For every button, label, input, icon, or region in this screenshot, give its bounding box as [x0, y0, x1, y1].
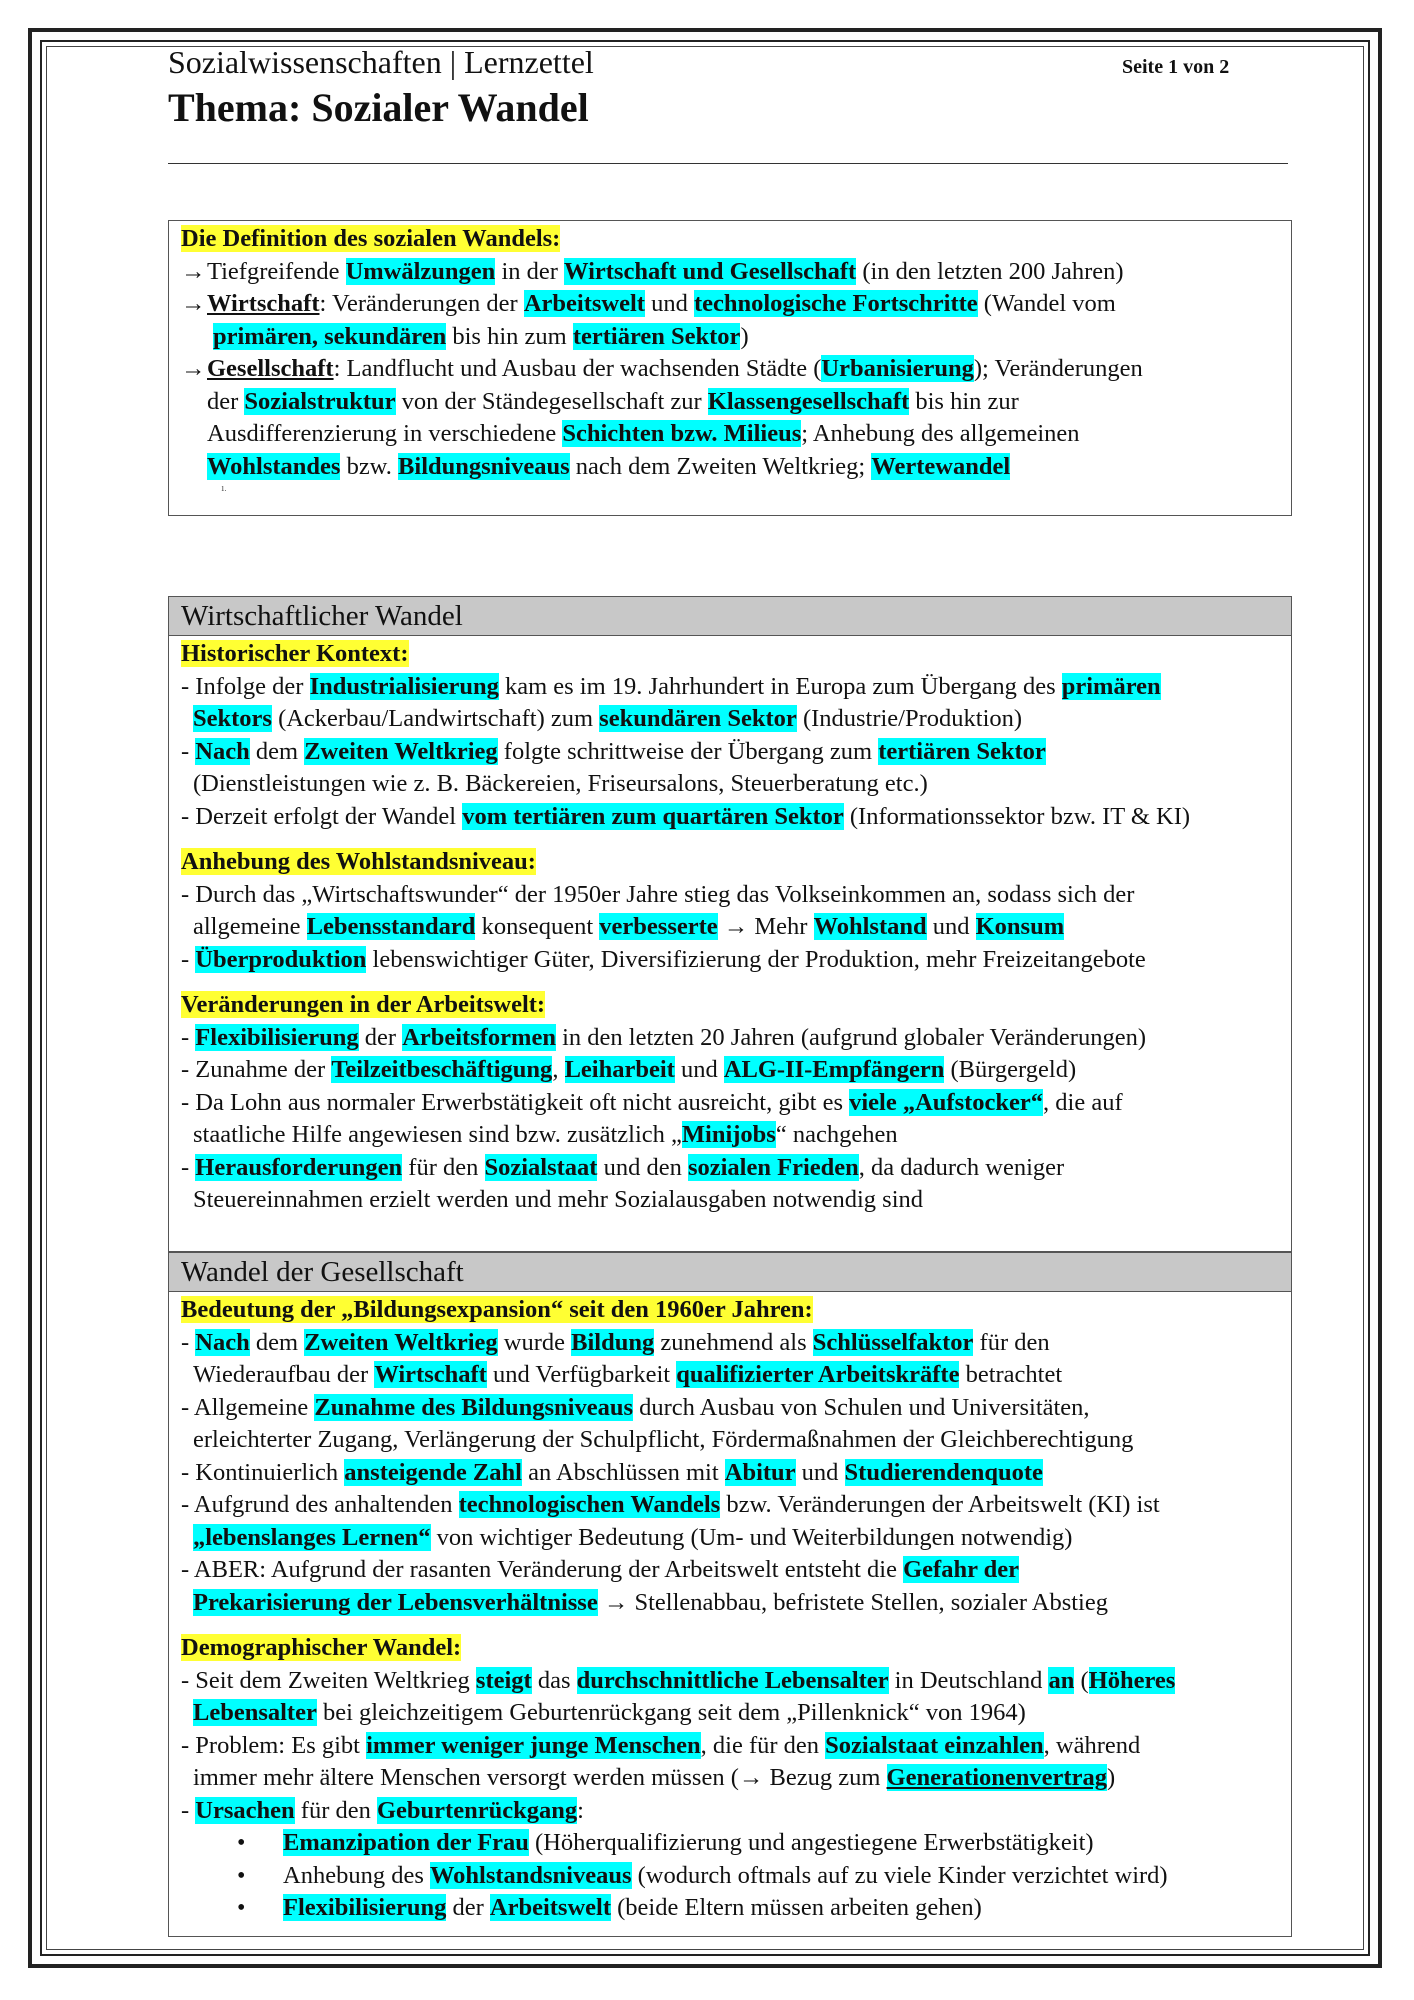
page-number: Seite 1 von 2	[1122, 56, 1230, 78]
text-line: - ABER: Aufgrund der rasanten Veränderung der Arbeitswelt entsteht die Gefahr der	[181, 1556, 1020, 1583]
list-item: • Flexibilisierung der Arbeitswelt (beide Eltern müssen arbeiten gehen)	[181, 1892, 1279, 1925]
definition-line: Ausdifferenzierung in verschiedene Schichten bzw. Milieus; Anhebung des allgemeinen	[207, 420, 1080, 447]
section-social-change	[168, 1252, 1292, 1937]
footnote-mark: 1.	[221, 485, 227, 493]
definition-line: →Tiefgreifende Umwälzungen in der Wirtschaft und Gesellschaft (in den letzten 200 Jahren)	[181, 256, 1279, 289]
subsection-heading: Anhebung des Wohlstandsniveau:	[181, 848, 536, 875]
text-line: - Infolge der Industrialisierung kam es im 19. Jahrhundert in Europa zum Übergang des primären	[181, 672, 1161, 700]
definition-line: der Sozialstruktur von der Ständegesellschaft zur Klassengesellschaft bis hin zur	[207, 387, 1019, 415]
text-line: - Nach dem Zweiten Weltkrieg folgte schrittweise der Übergang zum tertiären Sektor	[181, 737, 1046, 765]
definition-line: Wohlstandes bzw. Bildungsniveaus nach dem Zweiten Weltkrieg; Wertewandel	[207, 452, 1011, 480]
definition-box	[168, 220, 1292, 516]
definition-heading: Die Definition des sozialen Wandels:	[181, 225, 561, 252]
section-economic-change	[168, 596, 1292, 1252]
text-line: - Ursachen für den Geburtenrückgang:	[181, 1796, 584, 1824]
text-line: Wiederaufbau der Wirtschaft und Verfügbarkeit qualifizierter Arbeitskräfte betrachtet	[193, 1361, 1063, 1388]
arrow-icon: →	[181, 257, 206, 285]
text-line: immer mehr ältere Menschen versorgt werden müssen (→ Bezug zum Generationenvertrag)	[193, 1764, 1116, 1791]
text-line: - Problem: Es gibt immer weniger junge Menschen, die für den Sozialstaat einzahlen, während	[181, 1731, 1141, 1759]
subsection-heading: Historischer Kontext:	[181, 640, 409, 667]
arrow-icon: →	[181, 355, 206, 382]
text-line: - Da Lohn aus normaler Erwerbstätigkeit oft nicht ausreicht, gibt es viele „Aufstocker“, die auf	[181, 1088, 1123, 1116]
bullet-icon: •	[237, 1830, 246, 1856]
arrow-icon: →	[181, 290, 206, 317]
text-line: - Derzeit erfolgt der Wandel vom tertiären zum quartären Sektor (Informationssektor bzw. IT & KI)	[181, 802, 1191, 830]
text-line: staatliche Hilfe angewiesen sind bzw. zusätzlich „Minijobs“ nachgehen	[193, 1121, 898, 1148]
text-line: erleichterter Zugang, Verlängerung der Schulpflicht, Fördermaßnahmen der Gleichberechtigung	[193, 1426, 1134, 1453]
subsection-heading: Demographischer Wandel:	[181, 1634, 462, 1661]
definition-line: →Gesellschaft: Landflucht und Ausbau der wachsenden Städte (Urbanisierung); Veränderungen	[181, 353, 1279, 386]
list-item: • Emanzipation der Frau (Höherqualifizierung und angestiegene Erwerbstätigkeit)	[181, 1827, 1279, 1860]
text-line: - Nach dem Zweiten Weltkrieg wurde Bildung zunehmend als Schlüsselfaktor für den	[181, 1328, 1050, 1356]
subsection-heading: Bedeutung der „Bildungsexpansion“ seit den 1960er Jahren:	[181, 1296, 813, 1323]
text-line: - Überproduktion lebenswichtiger Güter, Diversifizierung der Produktion, mehr Freizeitangebote	[181, 945, 1146, 973]
text-line: - Zunahme der Teilzeitbeschäftigung, Leiharbeit und ALG-II-Empfängern (Bürgergeld)	[181, 1056, 1077, 1083]
definition-line: primären, sekundären bis hin zum tertiären Sektor)	[213, 322, 749, 350]
page-title: Thema: Sozialer Wandel	[168, 85, 589, 130]
text-line: - Durch das „Wirtschaftswunder“ der 1950er Jahre stieg das Volkseinkommen an, sodass sich der	[181, 880, 1135, 908]
text-line: (Dienstleistungen wie z. B. Bäckereien, Friseursalons, Steuerberatung etc.)	[193, 770, 928, 797]
text-line: Lebensalter bei gleichzeitigem Geburtenrückgang seit dem „Pillenknick“ von 1964)	[193, 1699, 1026, 1726]
section-title: Wandel der Gesellschaft	[169, 1253, 1291, 1292]
section-title: Wirtschaftlicher Wandel	[169, 597, 1291, 636]
header-divider	[168, 163, 1288, 164]
text-line: Steuereinnahmen erzielt werden und mehr Sozialausgaben notwendig sind	[193, 1186, 924, 1213]
text-line: - Aufgrund des anhaltenden technologischen Wandels bzw. Veränderungen der Arbeitswelt (KI) ist	[181, 1491, 1160, 1518]
document-subject: Sozialwissenschaften | Lernzettel	[168, 44, 594, 80]
bullet-icon: •	[237, 1895, 246, 1921]
text-line: - Flexibilisierung der Arbeitsformen in den letzten 20 Jahren (aufgrund globaler Veränderungen)	[181, 1023, 1146, 1051]
text-line: Sektors (Ackerbau/Landwirtschaft) zum sekundären Sektor (Industrie/Produktion)	[193, 705, 1023, 732]
text-line: Prekarisierung der Lebensverhältnisse → Stellenabbau, befristete Stellen, sozialer Abstieg	[193, 1588, 1108, 1616]
text-line: - Herausforderungen für den Sozialstaat und den sozialen Frieden, da dadurch weniger	[181, 1153, 1065, 1181]
text-line: - Allgemeine Zunahme des Bildungsniveaus durch Ausbau von Schulen und Universitäten,	[181, 1393, 1090, 1421]
list-item: • Anhebung des Wohlstandsniveaus (wodurch oftmals auf zu viele Kinder verzichtet wird)	[181, 1860, 1279, 1893]
definition-line: →Wirtschaft: Veränderungen der Arbeitswelt und technologische Fortschritte (Wandel vom	[181, 288, 1279, 321]
text-line: - Kontinuierlich ansteigende Zahl an Abschlüssen mit Abitur und Studierendenquote	[181, 1458, 1043, 1486]
bullet-icon: •	[237, 1862, 246, 1889]
subsection-heading: Veränderungen in der Arbeitswelt:	[181, 991, 546, 1018]
text-line: allgemeine Lebensstandard konsequent verbesserte → Mehr Wohlstand und Konsum	[193, 913, 1065, 940]
text-line: - Seit dem Zweiten Weltkrieg steigt das durchschnittliche Lebensalter in Deutschland an (Höheres	[181, 1666, 1176, 1694]
text-line: „lebenslanges Lernen“ von wichtiger Bedeutung (Um- und Weiterbildungen notwendig)	[193, 1523, 1073, 1551]
